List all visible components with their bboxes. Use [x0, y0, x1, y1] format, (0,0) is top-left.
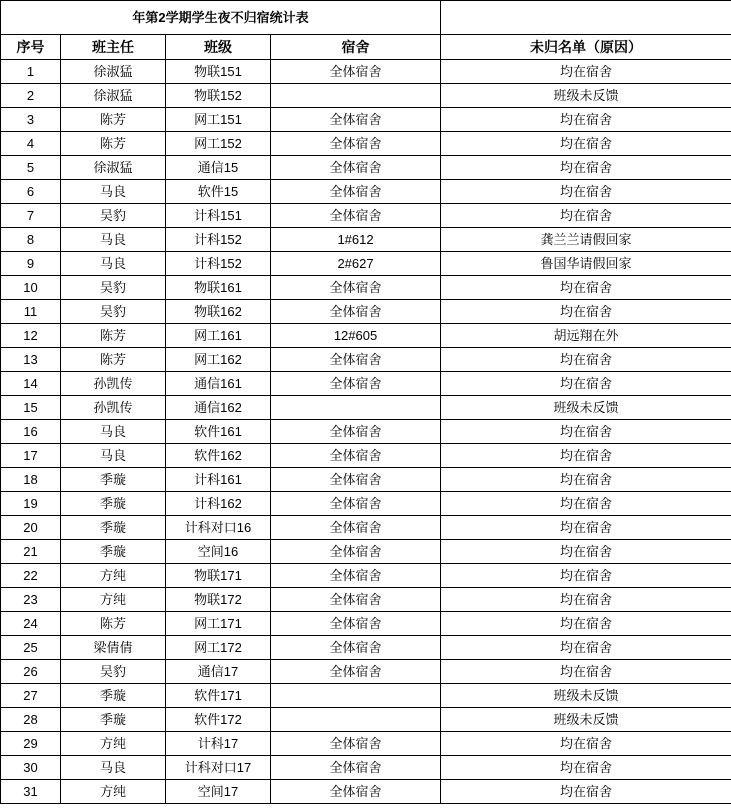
cell-teacher: 徐淑猛 [61, 60, 166, 84]
cell-no: 9 [1, 252, 61, 276]
table-body [1, 1, 731, 804]
column-header-note: 未归名单（原因） [441, 35, 731, 60]
cell-no: 11 [1, 300, 61, 324]
cell-dorm: 全体宿舍 [271, 156, 441, 180]
title-blank-cell [441, 1, 731, 35]
cell-dorm: 全体宿舍 [271, 516, 441, 540]
cell-note: 均在宿舍 [441, 156, 731, 180]
cell-class: 计科152 [166, 228, 271, 252]
table-row [1, 60, 731, 84]
cell-teacher: 季璇 [61, 708, 166, 732]
cell-dorm [271, 684, 441, 708]
table-row [1, 444, 731, 468]
table-row [1, 708, 731, 732]
cell-dorm: 全体宿舍 [271, 300, 441, 324]
table-row [1, 204, 731, 228]
table-row [1, 684, 731, 708]
cell-class: 物联162 [166, 300, 271, 324]
cell-dorm: 1#612 [271, 228, 441, 252]
cell-note: 龚兰兰请假回家 [441, 228, 731, 252]
cell-teacher: 马良 [61, 228, 166, 252]
cell-dorm: 全体宿舍 [271, 660, 441, 684]
cell-note: 均在宿舍 [441, 732, 731, 756]
cell-no: 7 [1, 204, 61, 228]
cell-no: 16 [1, 420, 61, 444]
cell-teacher: 季璇 [61, 540, 166, 564]
cell-dorm: 全体宿舍 [271, 108, 441, 132]
cell-note: 班级未反馈 [441, 396, 731, 420]
table-row [1, 324, 731, 348]
cell-note: 均在宿舍 [441, 348, 731, 372]
cell-dorm: 全体宿舍 [271, 564, 441, 588]
table-row [1, 420, 731, 444]
cell-class: 计科152 [166, 252, 271, 276]
cell-note: 均在宿舍 [441, 60, 731, 84]
cell-teacher: 陈芳 [61, 612, 166, 636]
cell-dorm: 全体宿舍 [271, 612, 441, 636]
cell-note: 均在宿舍 [441, 756, 731, 780]
table-row [1, 780, 731, 804]
cell-dorm: 全体宿舍 [271, 204, 441, 228]
cell-note: 均在宿舍 [441, 444, 731, 468]
cell-no: 14 [1, 372, 61, 396]
cell-dorm: 全体宿舍 [271, 420, 441, 444]
table-row [1, 372, 731, 396]
page-title: 年第2学期学生夜不归宿统计表 [1, 1, 441, 35]
cell-class: 网工162 [166, 348, 271, 372]
cell-dorm: 全体宿舍 [271, 60, 441, 84]
cell-class: 软件162 [166, 444, 271, 468]
cell-class: 物联172 [166, 588, 271, 612]
cell-class: 空间17 [166, 780, 271, 804]
cell-teacher: 马良 [61, 444, 166, 468]
cell-class: 物联152 [166, 84, 271, 108]
cell-class: 物联161 [166, 276, 271, 300]
cell-class: 物联171 [166, 564, 271, 588]
cell-class: 计科对口17 [166, 756, 271, 780]
cell-teacher: 季璇 [61, 684, 166, 708]
cell-note: 均在宿舍 [441, 492, 731, 516]
cell-class: 计科对口16 [166, 516, 271, 540]
table-row [1, 612, 731, 636]
cell-note: 班级未反馈 [441, 684, 731, 708]
cell-no: 27 [1, 684, 61, 708]
table-row [1, 636, 731, 660]
cell-class: 计科161 [166, 468, 271, 492]
cell-class: 计科17 [166, 732, 271, 756]
table-row [1, 540, 731, 564]
table-row [1, 180, 731, 204]
cell-teacher: 孙凯传 [61, 372, 166, 396]
cell-note: 均在宿舍 [441, 180, 731, 204]
cell-teacher: 徐淑猛 [61, 84, 166, 108]
cell-no: 26 [1, 660, 61, 684]
table-row [1, 732, 731, 756]
cell-no: 24 [1, 612, 61, 636]
cell-dorm: 全体宿舍 [271, 756, 441, 780]
cell-dorm: 全体宿舍 [271, 492, 441, 516]
cell-dorm [271, 84, 441, 108]
title-row [1, 1, 731, 35]
cell-note: 均在宿舍 [441, 132, 731, 156]
cell-note: 均在宿舍 [441, 564, 731, 588]
cell-teacher: 方纯 [61, 564, 166, 588]
table-row [1, 492, 731, 516]
cell-teacher: 陈芳 [61, 348, 166, 372]
cell-class: 通信17 [166, 660, 271, 684]
cell-no: 21 [1, 540, 61, 564]
table-row [1, 468, 731, 492]
table-row [1, 132, 731, 156]
cell-no: 25 [1, 636, 61, 660]
column-header-class: 班级 [166, 35, 271, 60]
cell-note: 均在宿舍 [441, 660, 731, 684]
cell-note: 均在宿舍 [441, 372, 731, 396]
table-row [1, 396, 731, 420]
cell-note: 均在宿舍 [441, 636, 731, 660]
cell-no: 1 [1, 60, 61, 84]
cell-note: 均在宿舍 [441, 420, 731, 444]
cell-class: 空间16 [166, 540, 271, 564]
cell-class: 软件15 [166, 180, 271, 204]
cell-teacher: 吴豹 [61, 204, 166, 228]
cell-dorm [271, 396, 441, 420]
column-header-dorm: 宿舍 [271, 35, 441, 60]
cell-no: 15 [1, 396, 61, 420]
cell-class: 物联151 [166, 60, 271, 84]
cell-dorm: 全体宿舍 [271, 732, 441, 756]
column-header-teacher: 班主任 [61, 35, 166, 60]
table-row [1, 756, 731, 780]
cell-class: 通信161 [166, 372, 271, 396]
column-header-no: 序号 [1, 35, 61, 60]
cell-dorm [271, 708, 441, 732]
cell-dorm: 全体宿舍 [271, 636, 441, 660]
cell-teacher: 马良 [61, 252, 166, 276]
table-row [1, 300, 731, 324]
cell-teacher: 陈芳 [61, 132, 166, 156]
cell-dorm: 全体宿舍 [271, 540, 441, 564]
cell-dorm: 全体宿舍 [271, 780, 441, 804]
cell-class: 网工152 [166, 132, 271, 156]
cell-note: 班级未反馈 [441, 708, 731, 732]
cell-class: 通信162 [166, 396, 271, 420]
cell-dorm: 2#627 [271, 252, 441, 276]
cell-note: 均在宿舍 [441, 612, 731, 636]
cell-dorm: 全体宿舍 [271, 180, 441, 204]
cell-class: 计科151 [166, 204, 271, 228]
cell-no: 23 [1, 588, 61, 612]
cell-no: 4 [1, 132, 61, 156]
cell-dorm: 全体宿舍 [271, 132, 441, 156]
table-row [1, 252, 731, 276]
cell-no: 20 [1, 516, 61, 540]
cell-note: 均在宿舍 [441, 204, 731, 228]
cell-no: 3 [1, 108, 61, 132]
cell-dorm: 全体宿舍 [271, 588, 441, 612]
cell-teacher: 季璇 [61, 516, 166, 540]
cell-no: 2 [1, 84, 61, 108]
cell-dorm: 全体宿舍 [271, 276, 441, 300]
cell-teacher: 季璇 [61, 468, 166, 492]
table-row [1, 276, 731, 300]
cell-class: 软件161 [166, 420, 271, 444]
cell-dorm: 全体宿舍 [271, 444, 441, 468]
cell-teacher: 陈芳 [61, 108, 166, 132]
cell-note: 均在宿舍 [441, 540, 731, 564]
table-header-row [1, 35, 731, 60]
cell-no: 6 [1, 180, 61, 204]
cell-no: 22 [1, 564, 61, 588]
table-row [1, 660, 731, 684]
cell-note: 均在宿舍 [441, 780, 731, 804]
table-row [1, 516, 731, 540]
table-row [1, 156, 731, 180]
cell-dorm: 全体宿舍 [271, 348, 441, 372]
cell-class: 软件171 [166, 684, 271, 708]
cell-no: 29 [1, 732, 61, 756]
cell-dorm: 全体宿舍 [271, 468, 441, 492]
cell-note: 均在宿舍 [441, 516, 731, 540]
cell-no: 12 [1, 324, 61, 348]
cell-note: 鲁国华请假回家 [441, 252, 731, 276]
cell-teacher: 方纯 [61, 780, 166, 804]
cell-note: 胡远翔在外 [441, 324, 731, 348]
cell-teacher: 孙凯传 [61, 396, 166, 420]
cell-no: 8 [1, 228, 61, 252]
cell-teacher: 徐淑猛 [61, 156, 166, 180]
table-row [1, 84, 731, 108]
cell-note: 均在宿舍 [441, 108, 731, 132]
cell-teacher: 吴豹 [61, 276, 166, 300]
cell-no: 13 [1, 348, 61, 372]
cell-class: 网工151 [166, 108, 271, 132]
cell-teacher: 陈芳 [61, 324, 166, 348]
cell-no: 18 [1, 468, 61, 492]
cell-dorm: 12#605 [271, 324, 441, 348]
cell-class: 通信15 [166, 156, 271, 180]
cell-teacher: 梁倩倩 [61, 636, 166, 660]
cell-no: 31 [1, 780, 61, 804]
table-row [1, 348, 731, 372]
table-row [1, 108, 731, 132]
cell-teacher: 马良 [61, 756, 166, 780]
cell-class: 网工171 [166, 612, 271, 636]
cell-no: 10 [1, 276, 61, 300]
cell-teacher: 马良 [61, 420, 166, 444]
cell-note: 均在宿舍 [441, 276, 731, 300]
cell-note: 均在宿舍 [441, 300, 731, 324]
cell-no: 28 [1, 708, 61, 732]
cell-class: 网工161 [166, 324, 271, 348]
table-row [1, 228, 731, 252]
cell-class: 计科162 [166, 492, 271, 516]
cell-class: 网工172 [166, 636, 271, 660]
cell-note: 均在宿舍 [441, 588, 731, 612]
cell-teacher: 方纯 [61, 588, 166, 612]
table-row [1, 564, 731, 588]
cell-class: 软件172 [166, 708, 271, 732]
cell-teacher: 马良 [61, 180, 166, 204]
cell-no: 19 [1, 492, 61, 516]
cell-no: 5 [1, 156, 61, 180]
cell-dorm: 全体宿舍 [271, 372, 441, 396]
cell-teacher: 吴豹 [61, 660, 166, 684]
cell-teacher: 吴豹 [61, 300, 166, 324]
table-row [1, 588, 731, 612]
cell-teacher: 季璇 [61, 492, 166, 516]
cell-note: 班级未反馈 [441, 84, 731, 108]
cell-note: 均在宿舍 [441, 468, 731, 492]
cell-no: 17 [1, 444, 61, 468]
cell-no: 30 [1, 756, 61, 780]
cell-teacher: 方纯 [61, 732, 166, 756]
